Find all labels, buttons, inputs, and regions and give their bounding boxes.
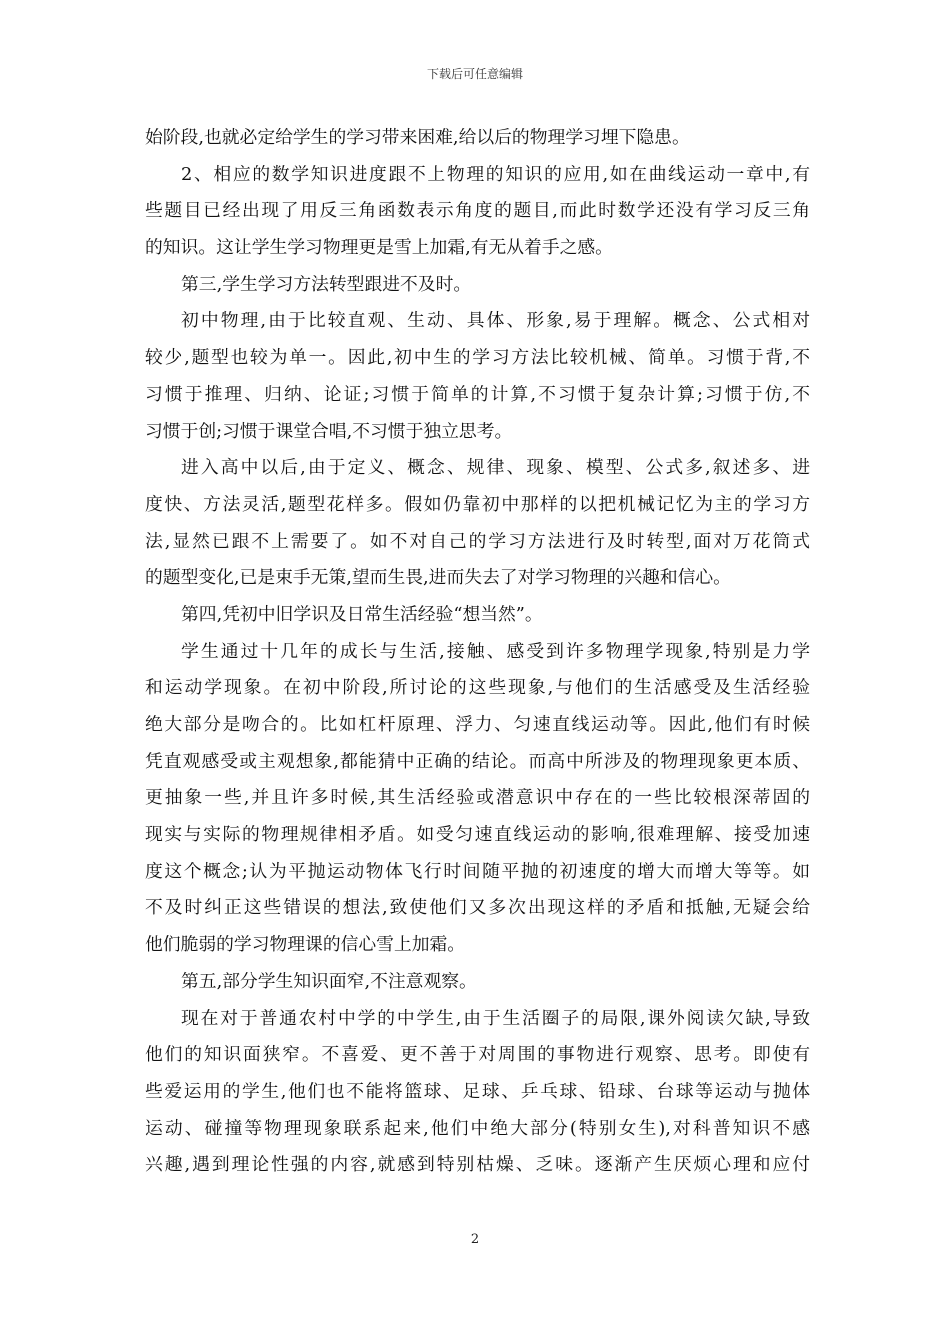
text-line: 些爱运用的学生,他们也不能将篮球、足球、乒乓球、铅球、台球等运动与抛体 — [145, 1080, 810, 1102]
page-header: 下载后可任意编辑 — [426, 67, 523, 81]
text-line: 较少,题型也较为单一。因此,初中生的学习方法比较机械、简单。习惯于背,不 — [145, 347, 810, 369]
text-line: 始阶段,也就必定给学生的学习带来困难,给以后的物理学习埋下隐患。 — [145, 127, 690, 148]
text-line: 他们脆弱的学习物理课的信心雪上加霜。 — [145, 934, 466, 956]
text-line: 运动、碰撞等物理现象联系起来,他们中绝大部分(特别女生),对科普知识不感 — [145, 1117, 810, 1139]
text-line: 凭直观感受或主观想象,都能猜中正确的结论。而高中所涉及的物理现象更本质、 — [145, 750, 810, 772]
text-line: 和运动学现象。在初中阶段,所讨论的这些现象,与他们的生活感受及生活经验 — [145, 677, 810, 699]
text-line: 现实与实际的物理规律相矛盾。如受匀速直线运动的影响,很难理解、接受加速 — [145, 824, 810, 846]
paragraph-first-line: 2、相应的数学知识进度跟不上物理的知识的应用,如在曲线运动一章中,有 — [181, 163, 810, 185]
text-line: 度这个概念;认为平抛运动物体飞行时间随平抛的初速度的增大而增大等等。如 — [145, 860, 810, 882]
text-line: 的题型变化,已是束手无策,望而生畏,进而失去了对学习物理的兴趣和信心。 — [145, 567, 731, 589]
text-line: 的知识。这让学生学习物理更是雪上加霜,有无从着手之感。 — [145, 237, 613, 259]
text-line: 习惯于推理、归纳、论证;习惯于简单的计算,不习惯于复杂计算;习惯于仿,不 — [145, 383, 810, 405]
text-line: 法,显然已跟不上需要了。如不对自己的学习方法进行及时转型,面对万花筒式 — [145, 530, 810, 552]
document-body — [145, 120, 810, 1184]
section-heading: 第四,凭初中旧学识及日常生活经验“想当然”。 — [181, 603, 543, 625]
paragraph-first-line: 进入高中以后,由于定义、概念、规律、现象、模型、公式多,叙述多、进 — [181, 457, 810, 479]
paragraph-first-line: 现在对于普通农村中学的中学生,由于生活圈子的局限,课外阅读欠缺,导致 — [181, 1007, 810, 1029]
text-line: 更抽象一些,并且许多时候,其生活经验或潜意识中存在的一些比较根深蒂固的 — [145, 787, 810, 809]
text-line: 不及时纠正这些错误的想法,致使他们又多次出现这样的矛盾和抵触,无疑会给 — [145, 897, 810, 919]
paragraph-first-line: 初中物理,由于比较直观、生动、具体、形象,易于理解。概念、公式相对 — [181, 310, 810, 332]
paragraph-first-line: 学生通过十几年的成长与生活,接触、感受到许多物理学现象,特别是力学 — [181, 640, 810, 662]
text-line: 绝大部分是吻合的。比如杠杆原理、浮力、匀速直线运动等。因此,他们有时候 — [145, 714, 810, 735]
text-line: 他们的知识面狭窄。不喜爱、更不善于对周围的事物进行观察、思考。即使有 — [145, 1044, 810, 1066]
text-line: 兴趣,遇到理论性强的内容,就感到特别枯燥、乏味。逐渐产生厌烦心理和应付 — [145, 1154, 810, 1176]
text-line: 些题目已经出现了用反三角函数表示角度的题目,而此时数学还没有学习反三角 — [145, 200, 810, 222]
page-number: 2 — [470, 1232, 480, 1247]
text-line: 习惯于创;习惯于课堂合唱,不习惯于独立思考。 — [145, 420, 513, 442]
text-line: 度快、方法灵活,题型花样多。假如仍靠初中那样的以把机械记忆为主的学习方 — [145, 493, 810, 515]
section-heading: 第五,部分学生知识面窄,不注意观察。 — [181, 970, 477, 992]
section-heading: 第三,学生学习方法转型跟进不及时。 — [181, 273, 472, 295]
